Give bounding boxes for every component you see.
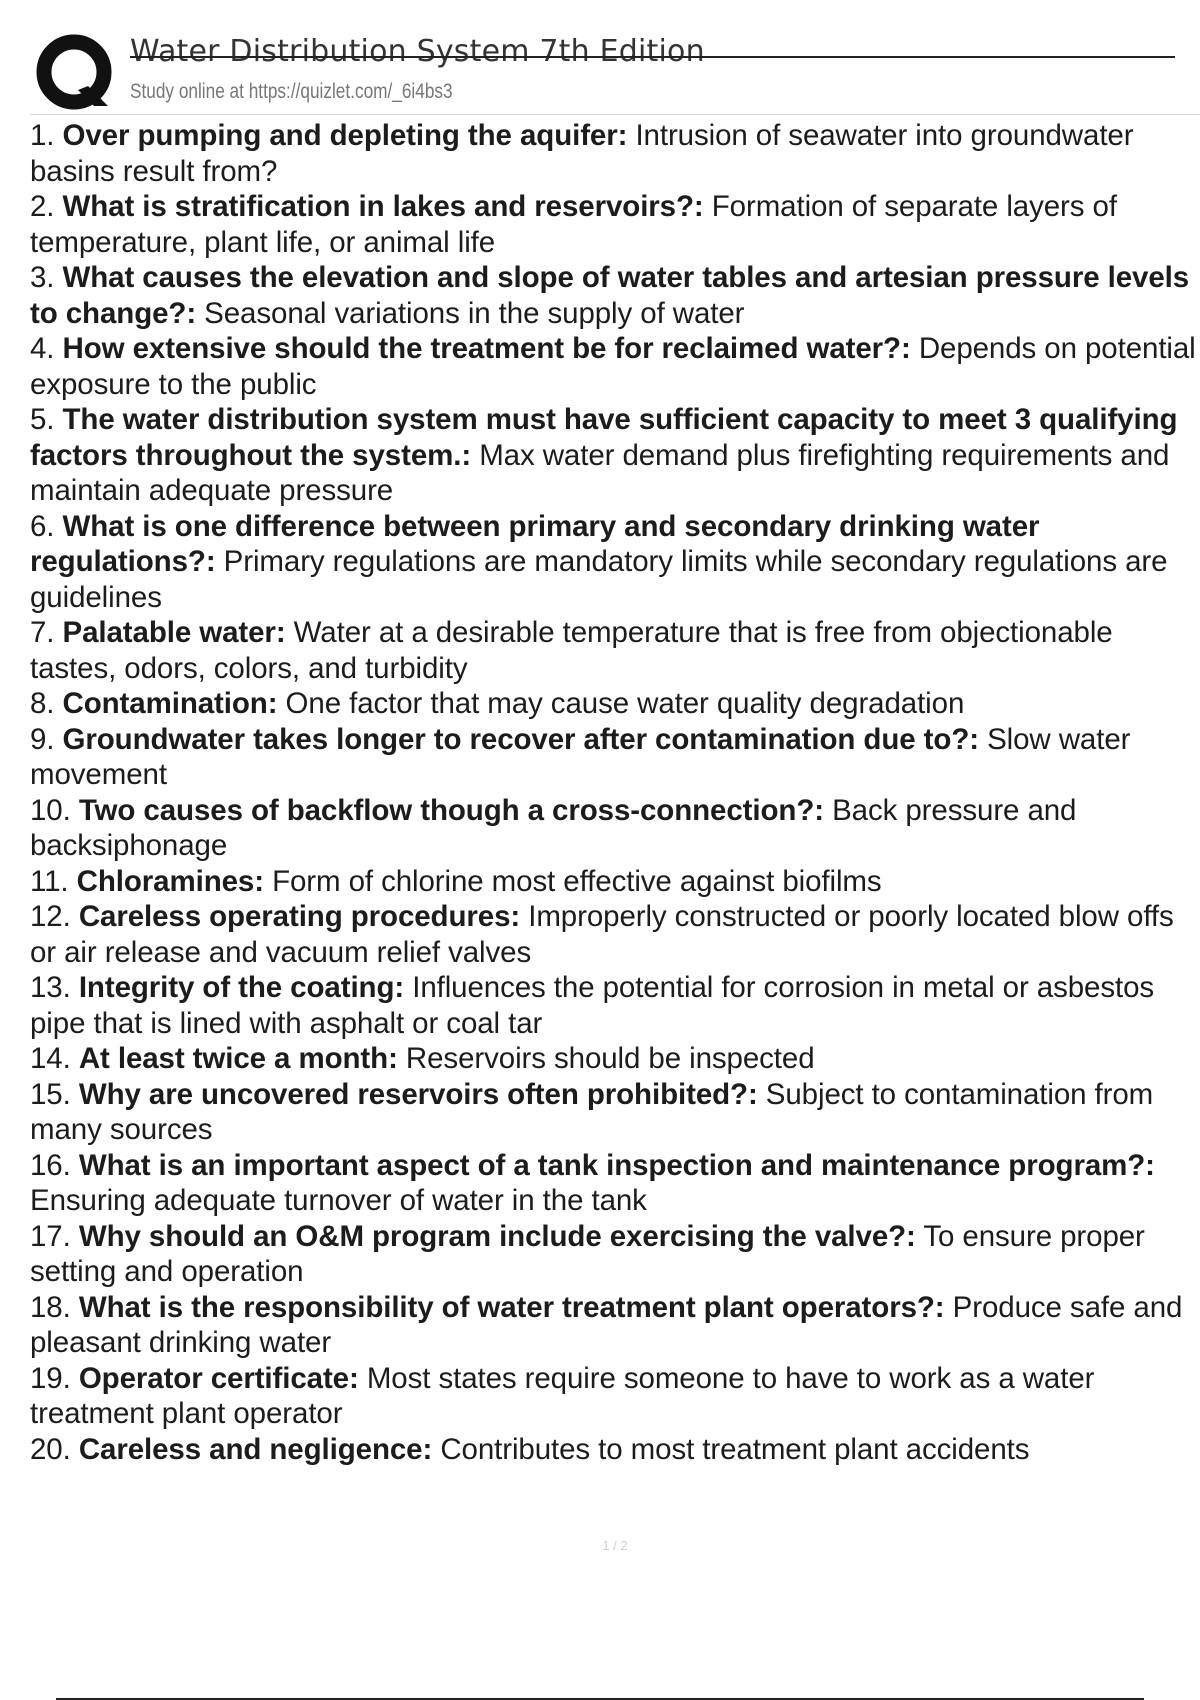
card-term: Contamination: (62, 687, 278, 720)
card-definition: Produce safe and pleasant drinking water (30, 1290, 1183, 1359)
card-definition: Influences the potential for corrosion in metal or asbestos pipe that is lined with asphalt or coal tar (30, 971, 1155, 1040)
card-term: Careless and negligence: (78, 1432, 433, 1466)
card-number: 1. (30, 119, 55, 152)
quizlet-logo-icon (30, 32, 142, 116)
card-number: 4. (30, 332, 55, 365)
card-number: 20. (30, 1432, 71, 1466)
card-definition: Max water demand plus firefighting requirements and maintain adequate pressure (30, 438, 1170, 507)
card-definition: Contributes to most treatment plant accidents (440, 1432, 1030, 1466)
flashcard-item (30, 722, 1200, 793)
card-term: Integrity of the coating: (78, 971, 405, 1004)
card-term: Two causes of backflow though a cross-connection?: (78, 793, 824, 827)
card-term: Careless operating procedures: (78, 900, 521, 933)
card-term: Why are uncovered reservoirs often prohibited?: (78, 1077, 758, 1111)
card-term: What is an important aspect of a tank inspection and maintenance program?: (78, 1148, 1155, 1182)
document-header (30, 28, 1200, 118)
card-definition: Water at a desirable temperature that is free from objectionable tastes, odors, colors, and turbidity (30, 616, 1113, 685)
flashcard-item (30, 1041, 1200, 1077)
card-number: 18. (30, 1290, 71, 1324)
card-term: How extensive should the treatment be for reclaimed water?: (62, 332, 911, 365)
header-divider (30, 114, 1200, 115)
flashcard-item (30, 615, 1200, 686)
flashcard-item (30, 1148, 1200, 1219)
card-definition: To ensure proper setting and operation (30, 1219, 1145, 1288)
card-term: Chloramines: (76, 864, 264, 898)
title-strikethrough-line (130, 56, 1175, 58)
card-definition: Improperly constructed or poorly located blow offs or air release and vacuum relief valves (30, 900, 1174, 969)
card-term: What causes the elevation and slope of water tables and artesian pressure levels to change?: (30, 261, 1190, 330)
flashcard-item (30, 1432, 1200, 1468)
card-number: 16. (30, 1148, 71, 1182)
flashcard-item (30, 970, 1200, 1041)
card-number: 13. (30, 971, 71, 1004)
card-number: 3. (30, 261, 55, 294)
card-definition: Formation of separate layers of temperature, plant life, or animal life (30, 190, 1117, 259)
card-term: What is one difference between primary and secondary drinking water regulations?: (30, 509, 1040, 578)
card-number: 9. (30, 722, 55, 756)
card-term: Operator certificate: (78, 1361, 359, 1395)
flashcard-item (30, 402, 1200, 509)
card-number: 15. (30, 1077, 71, 1111)
card-number: 19. (30, 1361, 71, 1395)
card-number: 5. (30, 403, 55, 436)
flashcard-item (30, 864, 1200, 900)
flashcard-item (30, 260, 1200, 331)
card-number: 2. (30, 190, 55, 223)
flashcard-item (30, 899, 1200, 970)
document-title: Water Distribution System 7th Edition (130, 34, 705, 69)
flashcard-item (30, 1361, 1200, 1432)
card-number: 17. (30, 1219, 71, 1253)
card-term: Why should an O&M program include exercising the valve?: (78, 1219, 916, 1253)
flashcard-item (30, 1290, 1200, 1361)
flashcard-item (30, 331, 1200, 402)
flashcard-item (30, 793, 1200, 864)
card-term: Palatable water: (62, 616, 286, 649)
flashcard-item (30, 118, 1200, 189)
card-definition: Reservoirs should be inspected (405, 1042, 815, 1075)
card-definition: Primary regulations are mandatory limits while secondary regulations are guidelines (30, 545, 1168, 614)
card-definition: Intrusion of seawater into groundwater basins result from? (30, 119, 1134, 188)
card-number: 12. (30, 900, 71, 933)
flashcard-item (30, 686, 1200, 722)
card-term: What is the responsibility of water treatment plant operators?: (78, 1290, 945, 1324)
card-definition: Depends on potential exposure to the public (30, 332, 1196, 401)
card-definition: Slow water movement (30, 722, 1131, 791)
card-number: 14. (30, 1042, 71, 1075)
flashcard-item (30, 1077, 1200, 1148)
card-number: 11. (30, 864, 69, 898)
card-definition: Subject to contamination from many sources (30, 1077, 1154, 1146)
flashcard-item (30, 1219, 1200, 1290)
card-number: 6. (30, 509, 55, 543)
study-online-link[interactable]: Study online at https://quizlet.com/_6i4bs3 (130, 80, 453, 103)
card-term: Groundwater takes longer to recover after contamination due to?: (62, 722, 979, 756)
card-term: At least twice a month: (78, 1042, 398, 1075)
flashcard-list (30, 118, 1200, 1467)
page-number: 1 / 2 (602, 1538, 628, 1553)
card-definition: One factor that may cause water quality degradation (285, 687, 965, 720)
flashcard-item (30, 509, 1200, 616)
card-definition: Most states require someone to have to work as a water treatment plant operator (30, 1361, 1095, 1430)
card-term: The water distribution system must have sufficient capacity to meet 3 qualifying factors throughout the system.: (30, 403, 1178, 472)
card-term: Over pumping and depleting the aquifer: (62, 119, 628, 152)
card-definition: Ensuring adequate turnover of water in the tank (30, 1184, 647, 1217)
card-definition: Back pressure and backsiphonage (30, 793, 1077, 862)
card-definition: Seasonal variations in the supply of water (204, 296, 745, 330)
card-number: 10. (30, 793, 71, 827)
card-term: What is stratification in lakes and reservoirs?: (62, 190, 704, 223)
card-number: 8. (30, 687, 55, 720)
flashcard-item (30, 189, 1200, 260)
card-definition: Form of chlorine most effective against biofilms (272, 864, 882, 898)
card-number: 7. (30, 616, 55, 649)
